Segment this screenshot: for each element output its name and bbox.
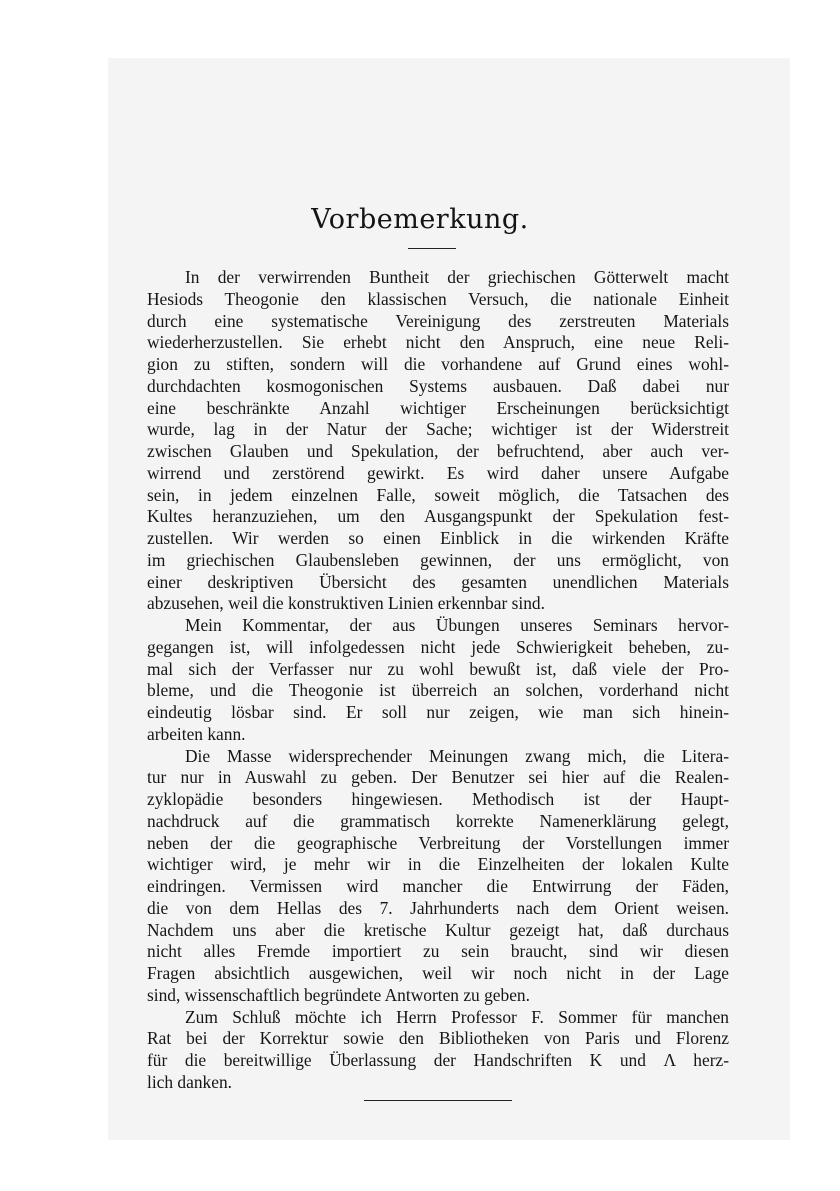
text-line: sind, wissenschaftlich begründete Antworten zu geben. xyxy=(147,984,530,1005)
text-line: die von dem Hellas des 7. Jahrhunderts nach dem Orient weisen. xyxy=(147,897,729,918)
title-divider xyxy=(408,248,456,249)
text-line: In der verwirrenden Buntheit der griechischen Götterwelt macht xyxy=(185,267,729,287)
text-line: zwischen Glauben und Spekulation, der befruchtend, aber auch ver- xyxy=(147,441,729,461)
closing-divider xyxy=(364,1100,512,1101)
text-line: zustellen. Wir werden so einen Einblick in die wirkenden Kräfte xyxy=(147,528,729,548)
text-line: eindringen. Vermissen wird mancher die Entwirrung der Fäden, xyxy=(147,876,729,896)
text-line: im griechischen Glaubensleben gewinnen, der uns ermöglicht, von xyxy=(147,549,729,570)
text-line: Mein Kommentar, der aus Übungen unseres Seminars hervor- xyxy=(185,615,729,635)
text-line: tur nur in Auswahl zu geben. Der Benutzer sei hier auf die Realen- xyxy=(147,767,729,788)
text-line: Rat bei der Korrektur sowie den Bibliotheken von Paris und Florenz xyxy=(147,1028,729,1049)
text-line: wirrend und zerstörend gewirkt. Es wird daher unsere Aufgabe xyxy=(147,462,729,483)
paragraph-1 xyxy=(147,267,729,615)
text-line: wichtiger wird, je mehr wir in die Einzelheiten der lokalen Kulte xyxy=(147,854,729,875)
text-line: nicht alles Fremde importiert zu sein braucht, sind wir diesen xyxy=(147,941,729,962)
text-line: durchdachten kosmogonischen Systems ausbauen. Daß dabei nur xyxy=(147,375,729,396)
text-line: lich danken. xyxy=(147,1071,232,1092)
text-line: wurde, lag in der Natur der Sache; wichtiger ist der Widerstreit xyxy=(147,419,729,440)
document-body xyxy=(147,267,729,1094)
text-line: durch eine systematische Vereinigung des zerstreuten Materials xyxy=(147,310,729,331)
text-line: mal sich der Verfasser nur zu wohl bewußt ist, daß viele der Pro- xyxy=(147,658,729,679)
text-line: Die Masse widersprechender Meinungen zwang mich, die Litera- xyxy=(185,745,729,766)
text-line: Fragen absichtlich ausgewichen, weil wir noch nicht in der Lage xyxy=(147,963,729,983)
text-line: sein, in jedem einzelnen Falle, soweit möglich, die Tatsachen des xyxy=(147,484,729,505)
paragraph-2 xyxy=(147,615,729,746)
text-line: Hesiods Theogonie den klassischen Versuch, die nationale Einheit xyxy=(147,288,729,309)
text-line: bleme, und die Theogonie ist überreich an solchen, vorderhand nicht xyxy=(147,680,729,701)
text-line: Kultes heranzuziehen, um den Ausgangspunkt der Spekulation fest- xyxy=(147,506,729,527)
text-line: gion zu stiften, sondern will die vorhandene auf Grund eines wohl- xyxy=(147,354,729,374)
text-line: Nachdem uns aber die kretische Kultur gezeigt hat, daß durchaus xyxy=(147,919,729,940)
paragraph-4 xyxy=(147,1007,729,1094)
text-line: einer deskriptiven Übersicht des gesamten unendlichen Materials xyxy=(147,571,729,592)
text-line: nachdruck auf die grammatisch korrekte Namenerklärung gelegt, xyxy=(147,810,729,831)
text-line: abzusehen, weil die konstruktiven Linien erkennbar sind. xyxy=(147,593,545,614)
text-line: arbeiten kann. xyxy=(147,723,246,744)
text-line: eindeutig lösbar sind. Er soll nur zeigen, wie man sich hinein- xyxy=(147,702,729,722)
page-title: Vorbemerkung. xyxy=(311,204,529,235)
text-line: neben der die geographische Verbreitung der Vorstellungen immer xyxy=(147,832,729,853)
text-line: für die bereitwillige Überlassung der Handschriften K und Λ herz- xyxy=(147,1050,729,1070)
text-line: zyklopädie besonders hingewiesen. Methodisch ist der Haupt- xyxy=(147,789,729,809)
text-line: wiederherzustellen. Sie erhebt nicht den Anspruch, eine neue Reli- xyxy=(147,332,729,353)
text-line: Zum Schluß möchte ich Herrn Professor F. Sommer für manchen xyxy=(185,1006,729,1027)
text-line: eine beschränkte Anzahl wichtiger Erscheinungen berücksichtigt xyxy=(147,397,729,418)
text-line: gegangen ist, will infolgedessen nicht jede Schwierigkeit beheben, zu- xyxy=(147,636,729,657)
paragraph-3 xyxy=(147,746,729,1007)
